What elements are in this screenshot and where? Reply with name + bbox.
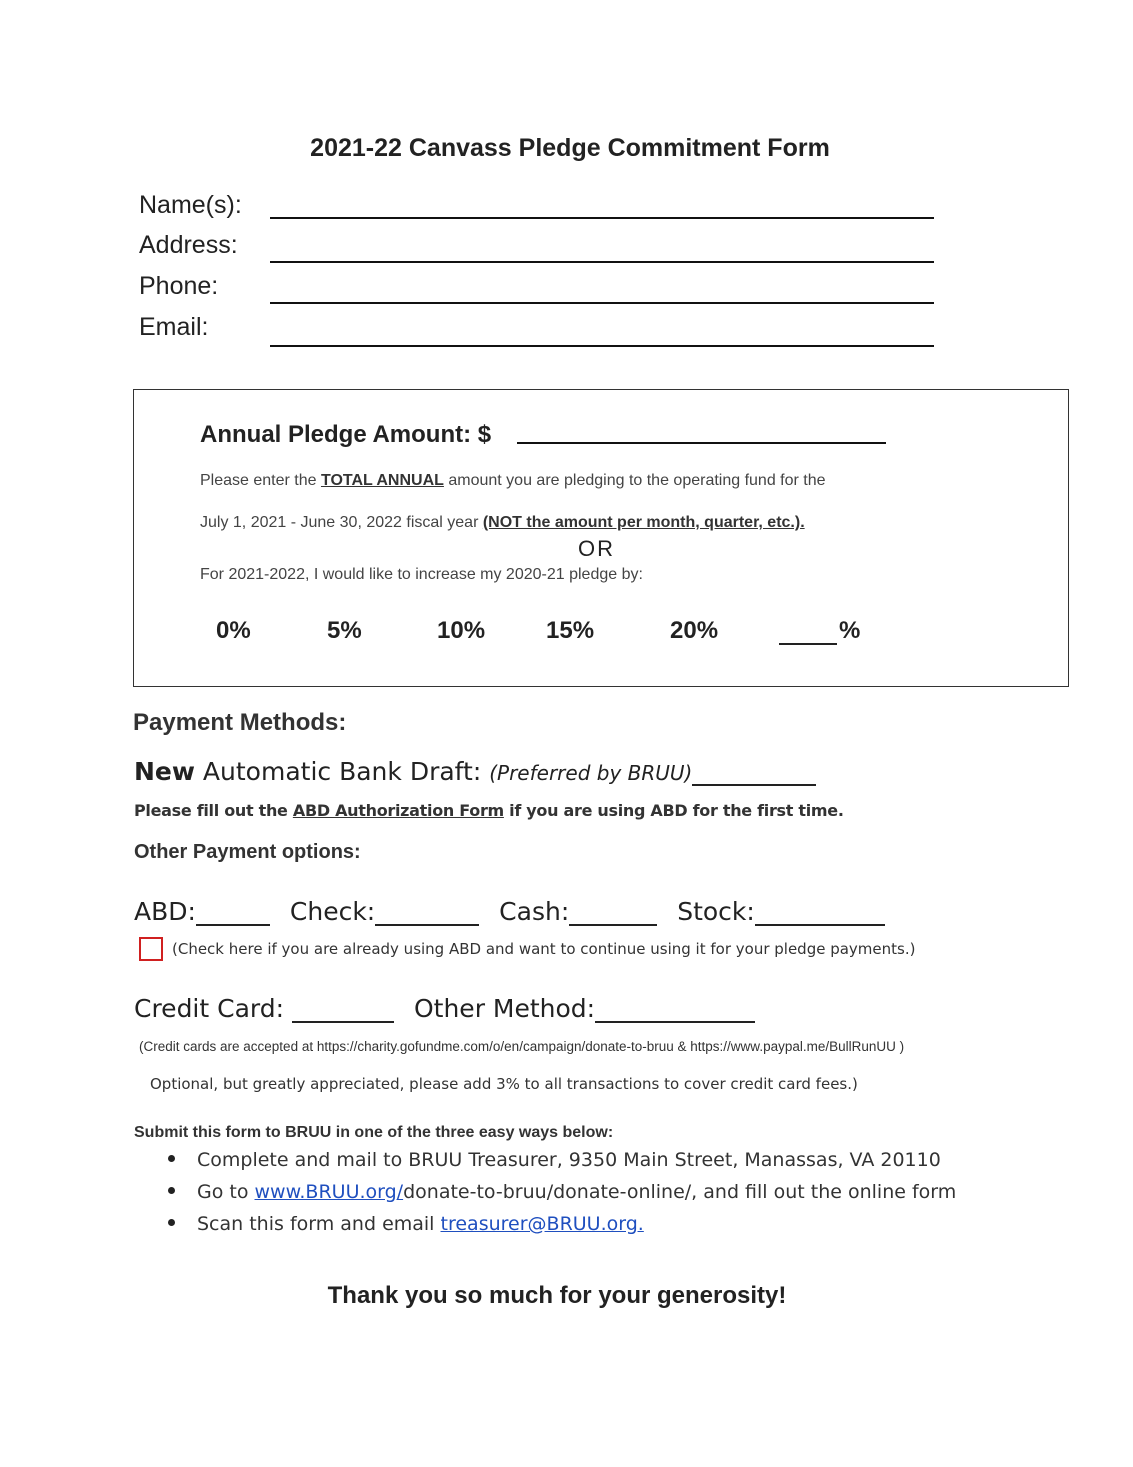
check-option[interactable] — [290, 897, 479, 926]
pct-option-other[interactable] — [779, 617, 860, 645]
bullet-icon — [168, 1219, 175, 1226]
pledge-amount-line[interactable] — [517, 442, 886, 444]
total-annual-emphasis: TOTAL ANNUAL — [320, 472, 444, 489]
pct-option-5[interactable]: 5% — [327, 617, 362, 644]
abd-title: Automatic Bank Draft: — [194, 757, 490, 786]
cash-option-label: Cash: — [499, 897, 570, 926]
credit-card-label: Credit Card: — [134, 994, 292, 1023]
other-options-heading: Other Payment options: — [134, 841, 361, 863]
fill-note-a: Please fill out the — [134, 801, 293, 820]
abd-option[interactable] — [134, 897, 270, 926]
abd-preferred: (Preferred by BRUU) — [489, 761, 693, 785]
bullet-icon — [168, 1155, 175, 1162]
phone-line[interactable] — [270, 302, 934, 304]
pct-other-sign: % — [839, 617, 861, 644]
email-line[interactable] — [270, 345, 934, 347]
pct-option-0[interactable]: 0% — [216, 617, 251, 644]
or-divider: OR — [578, 536, 615, 561]
cash-blank[interactable] — [569, 902, 657, 926]
email-label: Email: — [139, 313, 209, 341]
stock-option[interactable] — [677, 897, 885, 926]
continue-abd-note: (Check here if you are already using ABD and want to continue using it for your pledge payments.) — [172, 940, 916, 958]
abd-blank[interactable] — [196, 902, 270, 926]
stock-blank[interactable] — [755, 902, 885, 926]
cash-option[interactable] — [499, 897, 657, 926]
credit-card-note: (Credit cards are accepted at https://charity.gofundme.com/o/en/campaign/donate-to-bruu & https://www.paypal.me/BullRunUU ) — [139, 1039, 905, 1054]
list-item — [168, 1208, 956, 1240]
treasurer-email-link[interactable]: treasurer@BRUU.org. — [440, 1213, 644, 1235]
pledge-text-2a: July 1, 2021 - June 30, 2022 fiscal year — [200, 514, 483, 531]
address-line[interactable] — [270, 261, 934, 263]
submit-list — [168, 1144, 956, 1240]
other-method-label: Other Method: — [413, 994, 596, 1023]
abd-form-note — [134, 801, 844, 820]
pct-other-blank[interactable] — [779, 623, 837, 645]
optional-fee-note: Optional, but greatly appreciated, please add 3% to all transactions to cover credit card fees.) — [150, 1075, 858, 1093]
pct-option-10[interactable]: 10% — [437, 617, 486, 644]
fill-note-b: if you are using ABD for the first time. — [503, 801, 844, 820]
stock-option-label: Stock: — [677, 897, 755, 926]
names-label: Name(s): — [139, 191, 242, 219]
payment-options-row — [134, 897, 897, 926]
phone-label: Phone: — [139, 272, 219, 300]
pct-option-20[interactable]: 20% — [670, 617, 719, 644]
pledge-text-1 — [200, 472, 826, 490]
thank-you-text: Thank you so much for your generosity! — [327, 1282, 787, 1309]
submit-item-mail: Complete and mail to BRUU Treasurer, 9350 Main Street, Manassas, VA 20110 — [197, 1149, 941, 1171]
list-item — [168, 1144, 956, 1176]
abd-new: New — [134, 757, 195, 786]
other-method-blank[interactable] — [595, 999, 755, 1023]
submit-item-online-b: donate-to-bruu/donate-online/, and fill out the online form — [403, 1181, 957, 1203]
pledge-text-1a: Please enter the — [200, 472, 321, 489]
abd-authorization-link[interactable]: ABD Authorization Form — [292, 801, 504, 820]
pledge-heading: Annual Pledge Amount: $ — [200, 421, 492, 448]
check-blank[interactable] — [375, 902, 479, 926]
check-option-label: Check: — [289, 897, 376, 926]
continue-abd-checkbox[interactable] — [139, 937, 163, 961]
abd-heading — [134, 757, 816, 786]
form-title: 2021-22 Canvass Pledge Commitment Form — [310, 134, 830, 162]
pct-option-15[interactable]: 15% — [546, 617, 595, 644]
pledge-text-1c: amount you are pledging to the operating fund for the — [443, 472, 826, 489]
address-label: Address: — [139, 231, 238, 259]
abd-preferred-blank[interactable] — [692, 762, 816, 786]
submit-heading: Submit this form to BRUU in one of the three easy ways below: — [134, 1124, 614, 1141]
bruu-website-link[interactable]: www.BRUU.org/ — [254, 1181, 404, 1203]
names-line[interactable] — [270, 217, 934, 219]
abd-option-label: ABD: — [134, 897, 196, 926]
submit-item-email-a: Scan this form and email — [197, 1213, 441, 1235]
bullet-icon — [168, 1187, 175, 1194]
payment-methods-heading: Payment Methods: — [133, 709, 347, 736]
credit-row — [134, 994, 755, 1023]
pledge-text-2 — [200, 514, 805, 532]
not-per-month-emphasis: (NOT the amount per month, quarter, etc.). — [482, 514, 805, 531]
increase-text: For 2021-2022, I would like to increase my 2020-21 pledge by: — [200, 566, 643, 583]
credit-card-blank[interactable] — [292, 999, 394, 1023]
list-item — [168, 1176, 956, 1208]
submit-item-online-a: Go to — [197, 1181, 255, 1203]
